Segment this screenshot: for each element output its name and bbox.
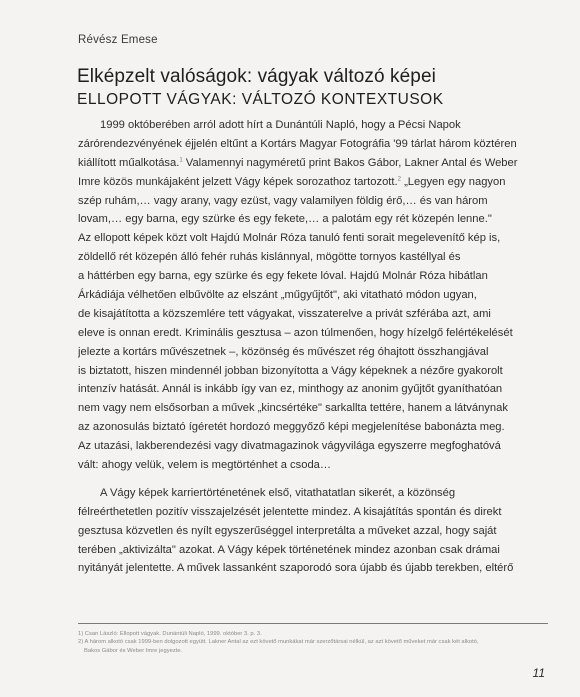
footnote-ref: 2 <box>397 175 401 182</box>
footnotes <box>78 630 548 655</box>
body-text-span: kiállított műalkotása. <box>78 156 180 169</box>
body-line: félreérthetetlen pozitív visszajelzését jelentette mindez. A kisajátítás spontán és direkt <box>78 505 502 518</box>
body-line: nyitányát jelentette. A művek lassanként szaporodó sora újabb és újabb terekben, eltérő <box>78 562 514 575</box>
footnote: 2) A három alkotó csak 1999-ben dolgozott együtt. Lakner Antal az ezt követő munkákat már szerzőtársai nélkül, az azt követő műveket már csak két alkotó, <box>78 639 479 646</box>
body-line: Az utazási, lakberendezési vagy divatmagazinok vágyvilága egyszerre megfoghatóvá <box>78 440 501 453</box>
body-line: is biztatott, hiszen mindennél jobban bizonyította a Vágy képeknek a nézőre gyakorolt <box>78 364 503 377</box>
body-line: Árkádiája vélhetően elbűvölte az elszánt „műgyűjtőt", aki vitatható módon ugyan, <box>78 289 477 302</box>
footnote: 1) Csan László: Ellopott vágyak. Dunántúli Napló, 1999. október 3. p. 3. <box>78 631 262 637</box>
body-line: szép ruhám,… vagy arany, vagy ezüst, vagy valamilyen földig érő,… és van három <box>78 194 488 207</box>
body-line: zárórendezvényének éjjelén eltűnt a Kortárs Magyar Fotográfia '99 tárlat három köztéren <box>78 137 517 150</box>
body-line: A Vágy képek karriertörténetének első, vitathatatlan sikerét, a közönség <box>100 486 456 499</box>
body-line <box>78 154 546 173</box>
body-line: eleve is onnan eredt. Kriminális gesztusa – azon túlmenően, hogy hízelgő felértékelését <box>78 326 513 339</box>
body-text-span: Valamennyi nagyméretű print Bakos Gábor, Lakner Antal és Weber <box>182 156 518 169</box>
chapter-title: Elképzelt valóságok: vágyak változó képei <box>77 66 436 87</box>
body-line: 1999 októberében arról adott hírt a Dunántúli Napló, hogy a Pécsi Napok <box>100 119 461 131</box>
body-line: terében „aktivizálta" azokat. A Vágy képek történetének mindez azonban csak drámai <box>78 543 500 556</box>
page-number: 11 <box>532 666 545 680</box>
body-line: gesztusa közvetlen és nyílt egyszerűséggel interpretálta a műveket azzal, hogy saját <box>78 524 497 537</box>
body-line <box>78 173 546 192</box>
footnote: Bakos Gábor és Weber Imre jegyezte. <box>84 647 183 654</box>
body-line: az azonosulás biztató ígéretét hordozó meggyőző képi megjelenítése babonázta meg. <box>78 421 505 434</box>
body-line: a háttérben egy barna, egy szürke és egy fekete lóval. Hajdú Molnár Róza hibátlan <box>78 270 488 283</box>
body-text <box>78 116 546 578</box>
footnote-ref: 1 <box>179 157 183 164</box>
body-line: nem vagy nem elsősorban a művek „kincsértéke" sarkallta tettére, hanem a látványnak <box>78 402 508 415</box>
author-name: Révész Emese <box>78 34 158 46</box>
body-line: intenzív hatását. Annál is inkább így van ez, minthogy az anonim gyűjtőt gyaníthatóan <box>78 383 503 396</box>
body-text-span: „Legyen egy nagyon <box>400 175 506 188</box>
body-line: vált: ahogy velük, velem is megtörténhet a csoda… <box>78 459 332 472</box>
chapter-subtitle: ELLOPOTT VÁGYAK: VÁLTOZÓ KONTEXTUSOK <box>77 91 444 108</box>
body-line: de kisajátította a közszemlére tett vágyakat, visszaterelve a privát szférába azt, ami <box>78 307 491 320</box>
body-line: Az ellopott képek közt volt Hajdú Molnár Róza tanuló fenti sorait megelevenítő kép is, <box>78 232 501 245</box>
body-line: zöldellő rét közepén álló fehér ruhás kislánnyal, mögötte tornyos kastéllyal és <box>78 251 461 264</box>
body-text-span: Imre közös munkájaként jelzett Vágy képek sorozathoz tartozott. <box>78 175 398 188</box>
body-line: jelezte a kortárs művészetnek –, közönség és művészet rég óhajtott összhangjával <box>78 345 489 358</box>
footnote-divider <box>78 623 548 624</box>
body-line: lovam,… egy barna, egy szürke és egy fekete,… a palotám egy rét közepén lenne." <box>78 213 492 226</box>
